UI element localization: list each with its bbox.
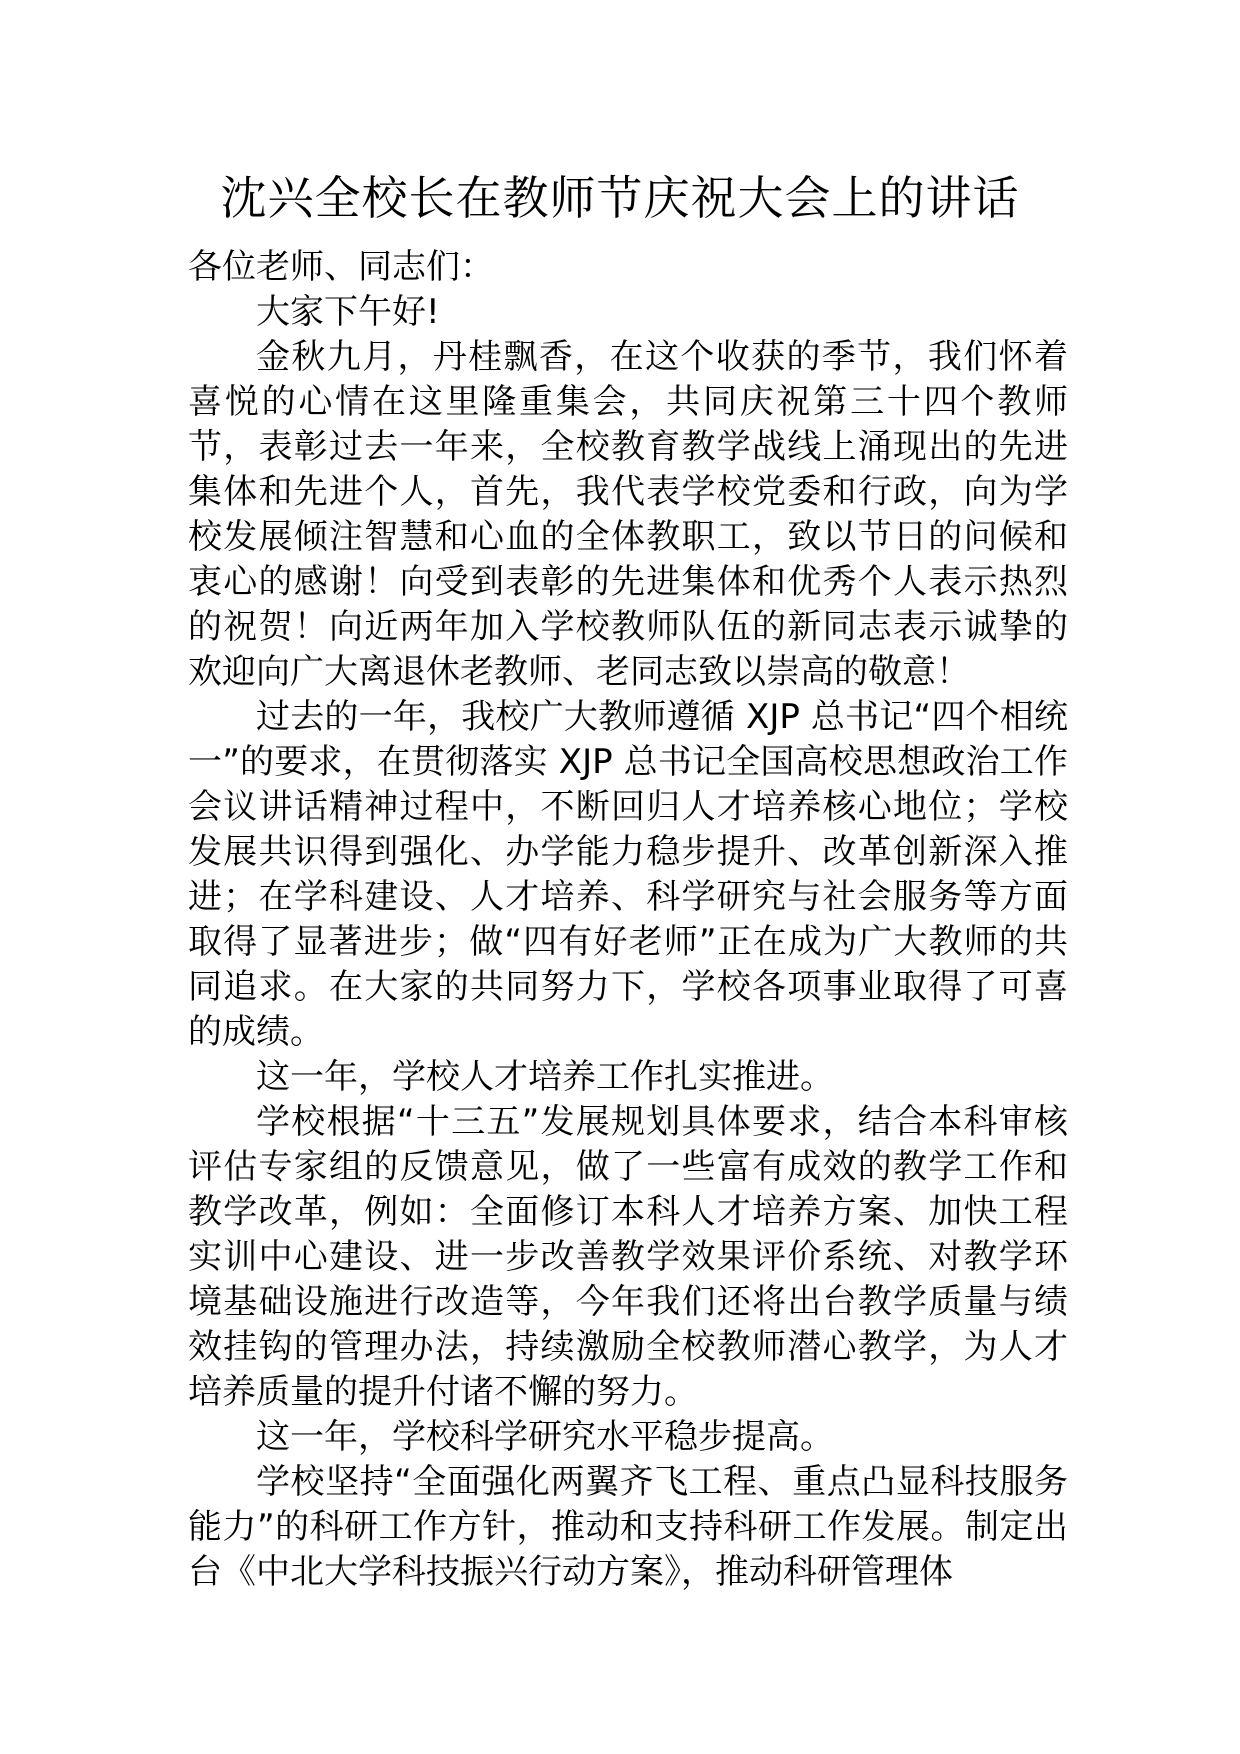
- paragraph-opening: 金秋九月，丹桂飘香，在这个收获的季节，我们怀着喜悦的心情在这里隆重集会，共同庆祝第三十四个教师节，表彰过去一年来，全校教育教学战线上涌现出的先进集体和先进个人，首先，我代表学校党委和行政，向为学校发展倾注智慧和心血的全体教职工，致以节日的问候和衷心的感谢！向受到表彰的先进集体和优秀个人表示热烈的祝贺！向近两年加入学校教师队伍的新同志表示诚挚的欢迎向广大离退休老教师、老同志致以崇高的敬意！: [188, 337, 1068, 692]
- salutation: 各位老师、同志们：: [188, 247, 494, 287]
- paragraph-education-heading: 这一年，学校人才培养工作扎实推进。: [256, 1057, 834, 1097]
- document-title: 沈兴全校长在教师节庆祝大会上的讲话: [220, 171, 1020, 225]
- paragraph-greeting: 大家下午好!: [256, 292, 440, 332]
- document-body: [188, 245, 1068, 1595]
- paragraph-education: 学校根据“十三五”发展规划具体要求，结合本科审核评估专家组的反馈意见，做了一些富有成效的教学工作和教学改革，例如：全面修订本科人才培养方案、加快工程实训中心建设、进一步改善教学效果评价系统、对教学环境基础设施进行改造等，今年我们还将出台教学质量与绩效挂钩的管理办法，持续激励全校教师潜心教学，为人才培养质量的提升付诸不懈的努力。: [188, 1102, 1068, 1412]
- paragraph-research: 学校坚持“全面强化两翼齐飞工程、重点凸显科技服务能力”的科研工作方针，推动和支持科研工作发展。制定出台《中北大学科技振兴行动方案》，推动科研管理体: [188, 1462, 1068, 1592]
- paragraph-research-heading: 这一年，学校科学研究水平稳步提高。: [256, 1417, 834, 1457]
- paragraph-review: 过去的一年，我校广大教师遵循 XJP 总书记“四个相统一”的要求，在贯彻落实 XJP 总书记全国高校思想政治工作会议讲话精神过程中，不断回归人才培养核心地位；学校发展共识得到强化、办学能力稳步提升、改革创新深入推进；在学科建设、人才培养、科学研究与社会服务等方面取得了显著进步；做“四有好老师”正在成为广大教师的共同追求。在大家的共同努力下，学校各项事业取得了可喜的成绩。: [188, 697, 1068, 1052]
